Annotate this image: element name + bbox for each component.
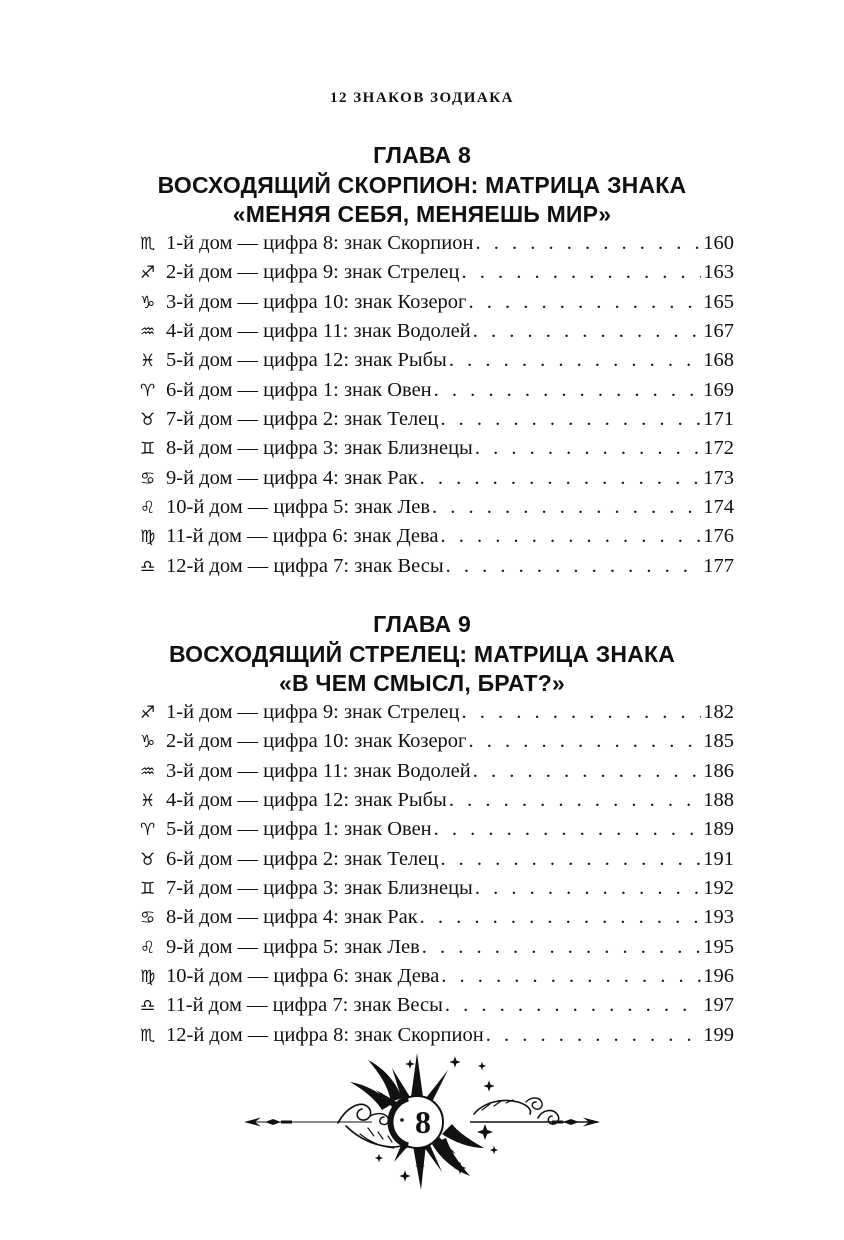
- running-head: 12 ЗНАКОВ ЗОДИАКА: [330, 90, 514, 106]
- toc-entry-label: 2-й дом — цифра 10: знак Козерог: [166, 730, 467, 753]
- toc-entry-page-number: 186: [703, 759, 734, 782]
- toc-entry: [140, 1021, 734, 1050]
- toc-entry: [140, 991, 734, 1020]
- chapter-9-label: ГЛАВА 9: [373, 611, 471, 637]
- toc-entry-page-number: 185: [703, 730, 734, 753]
- toc-entry-label: 5-й дом — цифра 12: знак Рыбы: [166, 349, 447, 372]
- taurus-icon: ♉: [140, 410, 156, 431]
- cancer-icon: ♋: [140, 908, 156, 929]
- dot-leader: [422, 933, 702, 962]
- scorpio-icon: ♏: [140, 234, 156, 254]
- toc-entry-page-number: 197: [703, 994, 734, 1017]
- toc-entry-label: 7-й дом — цифра 2: знак Телец: [166, 408, 439, 431]
- toc-entry: [140, 288, 734, 317]
- chapter-9-heading: [60, 610, 784, 699]
- aquarius-icon: ♒: [140, 322, 156, 343]
- virgo-icon: ♍: [140, 527, 156, 548]
- toc-entry-label: 5-й дом — цифра 1: знак Овен: [166, 818, 432, 841]
- toc-entry-page-number: 165: [703, 290, 734, 313]
- toc-entry-page-number: 173: [703, 466, 734, 489]
- toc-entry: [140, 786, 734, 815]
- toc-entry-label: 1-й дом — цифра 8: знак Скорпион: [166, 232, 474, 254]
- leo-icon: ♌: [140, 937, 156, 958]
- pisces-icon: ♓: [140, 791, 156, 812]
- folio-page-number: 8: [415, 1104, 431, 1140]
- toc-entry-label: 4-й дом — цифра 12: знак Рыбы: [166, 789, 447, 812]
- toc-entry-page-number: 193: [703, 906, 734, 929]
- aquarius-icon: ♒: [140, 761, 156, 782]
- toc-entry: [140, 903, 734, 932]
- toc-entry-page-number: 192: [703, 877, 734, 900]
- dot-leader: [445, 991, 701, 1020]
- toc-entry-page-number: 182: [703, 701, 734, 723]
- chapter-8-heading: [60, 141, 784, 230]
- dot-leader: [473, 757, 702, 786]
- toc-entry-page-number: 163: [703, 261, 734, 284]
- toc-entry-page-number: 169: [703, 378, 734, 401]
- toc-entry-label: 2-й дом — цифра 9: знак Стрелец: [166, 261, 460, 284]
- toc-entry: [140, 874, 734, 903]
- chapter-8-subtitle: «МЕНЯЯ СЕБЯ, МЕНЯЕШЬ МИР»: [232, 201, 612, 227]
- toc-entry: [140, 552, 734, 581]
- dot-leader: [475, 434, 701, 463]
- toc-entry: [140, 698, 734, 727]
- libra-icon: ♎: [140, 556, 156, 577]
- toc-entry-label: 6-й дом — цифра 2: знак Телец: [166, 847, 439, 870]
- leo-icon: ♌: [140, 498, 156, 519]
- dot-leader: [440, 845, 701, 874]
- toc-entry: [140, 933, 734, 962]
- aries-icon: ♈: [140, 380, 156, 401]
- dot-leader: [434, 815, 702, 844]
- toc-entry: [140, 229, 734, 258]
- taurus-icon: ♉: [140, 849, 156, 870]
- toc-entry-label: 3-й дом — цифра 11: знак Водолей: [166, 759, 471, 782]
- dot-leader: [475, 229, 701, 258]
- toc-entry-label: 7-й дом — цифра 3: знак Близнецы: [166, 877, 473, 900]
- toc-entry-label: 12-й дом — цифра 7: знак Весы: [166, 554, 444, 577]
- sun-moon-ornament-graphic: [242, 1050, 602, 1200]
- gemini-icon: ♊: [140, 439, 156, 460]
- toc-entry-page-number: 172: [703, 437, 734, 460]
- toc-entry: [140, 493, 734, 522]
- footer-ornament: [0, 1050, 844, 1200]
- toc-entry: [140, 962, 734, 991]
- chapter-8-toc: [140, 229, 734, 581]
- capricorn-icon: ♑: [140, 732, 156, 753]
- sagittarius-icon: ♐: [140, 263, 156, 284]
- chapter-9-title: ВОСХОДЯЩИЙ СТРЕЛЕЦ: МАТРИЦА ЗНАКА: [168, 640, 676, 667]
- sagittarius-icon: ♐: [140, 703, 156, 723]
- toc-entry: [140, 845, 734, 874]
- virgo-icon: ♍: [140, 967, 156, 988]
- toc-entry-page-number: 196: [703, 965, 734, 988]
- chapter-8-title: ВОСХОДЯЩИЙ СКОРПИОН: МАТРИЦА ЗНАКА: [157, 171, 687, 198]
- chapter-8-label: ГЛАВА 8: [373, 142, 471, 168]
- toc-entry-label: 3-й дом — цифра 10: знак Козерог: [166, 290, 467, 313]
- toc-entry-label: 10-й дом — цифра 6: знак Дева: [166, 965, 440, 988]
- toc-entry-label: 10-й дом — цифра 5: знак Лев: [166, 496, 430, 519]
- dot-leader: [468, 727, 701, 756]
- gemini-icon: ♊: [140, 879, 156, 900]
- capricorn-icon: ♑: [140, 292, 156, 313]
- dot-leader: [420, 903, 702, 932]
- toc-entry-page-number: 199: [703, 1023, 734, 1046]
- toc-entry-page-number: 177: [703, 554, 734, 577]
- toc-entry-page-number: 171: [703, 408, 734, 431]
- chapter-9-toc: [140, 698, 734, 1050]
- toc-entry-label: 11-й дом — цифра 7: знак Весы: [166, 994, 443, 1017]
- dot-leader: [441, 962, 701, 991]
- toc-entry-page-number: 167: [703, 320, 734, 343]
- toc-entry: [140, 376, 734, 405]
- chapter-9-subtitle: «В ЧЕМ СМЫСЛ, БРАТ?»: [279, 670, 565, 696]
- dot-leader: [449, 346, 701, 375]
- dot-leader: [446, 552, 702, 581]
- libra-icon: ♎: [140, 996, 156, 1017]
- toc-entry-label: 8-й дом — цифра 4: знак Рак: [166, 906, 418, 929]
- toc-entry-label: 11-й дом — цифра 6: знак Дева: [166, 525, 439, 548]
- toc-entry-page-number: 191: [703, 847, 734, 870]
- toc-entry-label: 6-й дом — цифра 1: знак Овен: [166, 378, 432, 401]
- toc-entry: [140, 757, 734, 786]
- dot-leader: [486, 1021, 702, 1050]
- dot-leader: [449, 786, 701, 815]
- toc-entry-page-number: 176: [703, 525, 734, 548]
- toc-entry-page-number: 168: [703, 349, 734, 372]
- cancer-icon: ♋: [140, 468, 156, 489]
- dot-leader: [473, 317, 702, 346]
- dot-leader: [441, 522, 702, 551]
- dot-leader: [434, 376, 702, 405]
- dot-leader: [461, 698, 701, 727]
- toc-entry: [140, 405, 734, 434]
- dot-leader: [440, 405, 701, 434]
- toc-entry-label: 12-й дом — цифра 8: знак Скорпион: [166, 1023, 484, 1046]
- dot-leader: [461, 258, 701, 287]
- dot-leader: [420, 464, 702, 493]
- toc-entry-label: 1-й дом — цифра 9: знак Стрелец: [166, 701, 460, 723]
- toc-entry: [140, 258, 734, 287]
- pisces-icon: ♓: [140, 351, 156, 372]
- dot-leader: [475, 874, 701, 903]
- toc-entry-page-number: 160: [703, 232, 734, 254]
- toc-entry: [140, 317, 734, 346]
- toc-entry-label: 9-й дом — цифра 4: знак Рак: [166, 466, 418, 489]
- toc-entry-page-number: 174: [703, 496, 734, 519]
- toc-entry-label: 9-й дом — цифра 5: знак Лев: [166, 935, 420, 958]
- toc-entry: [140, 522, 734, 551]
- toc-entry: [140, 434, 734, 463]
- dot-leader: [432, 493, 701, 522]
- toc-entry: [140, 727, 734, 756]
- dot-leader: [468, 288, 701, 317]
- aries-icon: ♈: [140, 820, 156, 841]
- scorpio-icon: ♏: [140, 1025, 156, 1046]
- toc-entry: [140, 815, 734, 844]
- toc-entry-page-number: 189: [703, 818, 734, 841]
- toc-entry-page-number: 188: [703, 789, 734, 812]
- toc-entry: [140, 464, 734, 493]
- toc-entry-page-number: 195: [703, 935, 734, 958]
- toc-entry-label: 4-й дом — цифра 11: знак Водолей: [166, 320, 471, 343]
- toc-entry-label: 8-й дом — цифра 3: знак Близнецы: [166, 437, 473, 460]
- toc-entry: [140, 346, 734, 375]
